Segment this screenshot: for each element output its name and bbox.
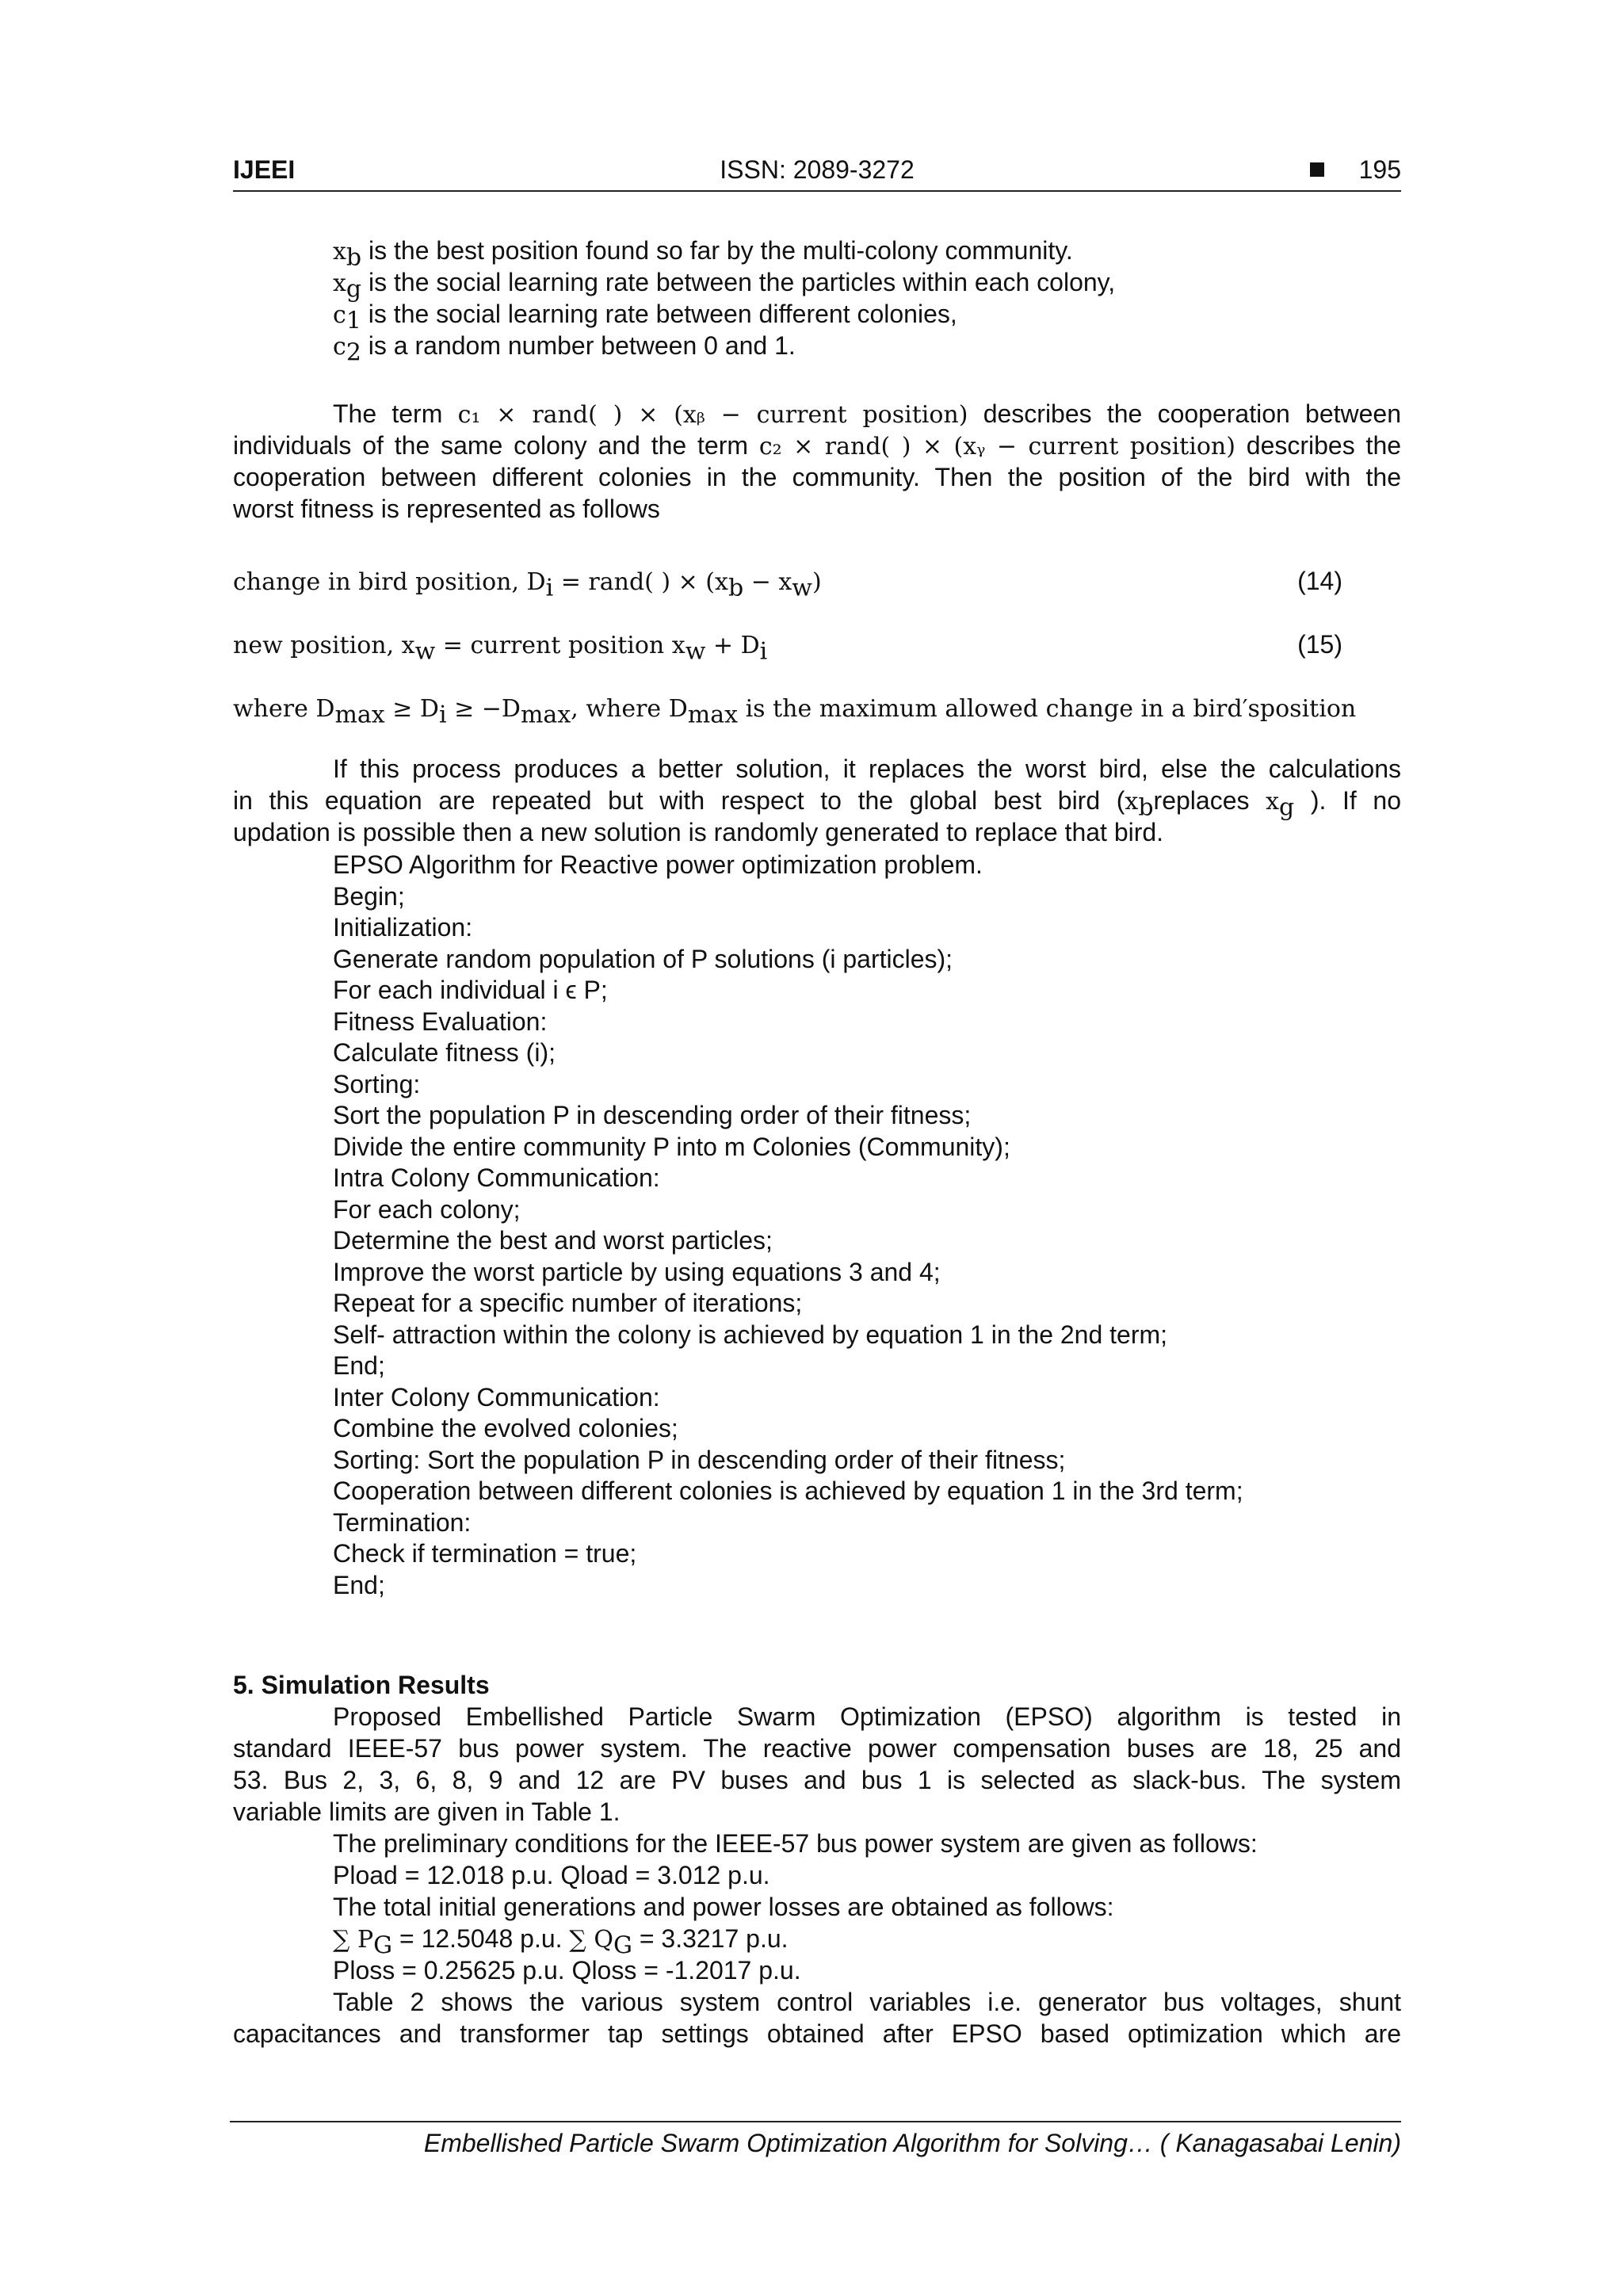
algorithm-step: Sort the population P in descending order of their fitness; — [333, 1101, 972, 1129]
math-term: c₁ × rand( ) × (xᵦ − current position) — [457, 401, 968, 429]
paragraph-line: Proposed Embellished Particle Swarm Optimization (EPSO) algorithm is tested in — [333, 1702, 1401, 1731]
definition-item: $x_g$ is the social learning rate between the particles within each colony, — [333, 268, 1116, 304]
paragraph-line: updation is possible then a new solution is randomly generated to replace that bird. — [233, 818, 1164, 846]
algorithm-step: Calculate fitness (i); — [333, 1038, 556, 1067]
constraint-line: where $D_{max} \ge D_i \ge -D_{max}$, where $D_{max}$ is the maximum allowed change in a bird′sposition — [233, 695, 1357, 729]
algorithm-step: Inter Colony Communication: — [333, 1382, 660, 1412]
equation-number: (15) — [1297, 630, 1342, 659]
definitions-list — [233, 235, 1401, 367]
algorithm-step: For each individual i ϵ P; — [333, 976, 608, 1004]
equation-number: (14) — [1297, 567, 1342, 595]
algorithm-step: Combine the evolved colonies; — [333, 1414, 678, 1442]
page-header — [233, 155, 1401, 192]
paragraph-line: in this equation are repeated but with respect to the global best bird ($x_breplaces$ $x_g$ ). If no — [233, 786, 1402, 822]
algorithm-listing — [233, 850, 1401, 1601]
algorithm-step: Cooperation between different colonies is achieved by equation 1 in the 3rd term; — [333, 1477, 1243, 1505]
paragraph-line: variable limits are given in Table 1. — [233, 1797, 621, 1826]
paragraph-line: If this process produces a better solution, it replaces the worst bird, else the calculations — [333, 755, 1401, 783]
paragraph-line: 53. Bus 2, 3, 6, 8, 9 and 12 are PV buses and bus 1 is selected as slack-bus. The system — [233, 1766, 1401, 1794]
algorithm-step: Divide the entire community P into m Colonies (Community); — [333, 1132, 1010, 1161]
paragraph-line: ∑ $P_G = 12.5048$ p.u. ∑ $Q_G = 3.3217$ p.u. — [333, 1924, 789, 1960]
paragraph-cooperation — [233, 398, 1401, 525]
page-number: 195 — [1358, 155, 1401, 184]
algorithm-step: Self- attraction within the colony is achieved by equation 1 in the 2nd term; — [333, 1320, 1168, 1349]
algorithm-step: Termination: — [333, 1507, 472, 1537]
algorithm-step: Check if termination = true; — [333, 1539, 637, 1568]
paragraph-line: Pload = 12.018 p.u. Qload = 3.012 p.u. — [333, 1861, 770, 1889]
paragraph-line: Ploss = 0.25625 p.u. Qloss = -1.2017 p.u. — [333, 1956, 801, 1985]
algorithm-step: Intra Colony Communication: — [333, 1163, 660, 1192]
section-heading: 5. Simulation Results — [233, 1671, 490, 1699]
algorithm-step: Sorting: Sort the population P in descending order of their fitness; — [333, 1445, 1066, 1474]
paragraph-line: standard IEEE-57 bus power system. The reactive power compensation buses are 18, 25 and — [233, 1734, 1401, 1763]
paragraph-line: individuals of the same colony and the term c₂ × rand( ) × (xᵧ − current position) describes the — [233, 431, 1402, 460]
footer-rule — [230, 2121, 1401, 2122]
math-term: c₂ × rand( ) × (xᵧ − current position) — [758, 433, 1235, 460]
square-bullet-icon — [1310, 162, 1324, 177]
paragraph-replacement — [233, 753, 1401, 848]
algorithm-step: For each colony; — [333, 1194, 521, 1224]
section-simulation-results — [233, 1669, 1401, 2050]
algorithm-step: Repeat for a specific number of iterations; — [333, 1289, 803, 1317]
definition-item: $x_b$ is the best position found so far by the multi-colony community. — [333, 236, 1073, 272]
paragraph-line: capacitances and transformer tap settings obtained after EPSO based optimization which are — [233, 2019, 1401, 2048]
running-footer: Embellished Particle Swarm Optimization Algorithm for Solving… ( Kanagasabai Lenin) — [423, 2129, 1401, 2157]
algorithm-step: Fitness Evaluation: — [333, 1007, 548, 1036]
paragraph-line: worst fitness is represented as follows — [233, 495, 660, 523]
algorithm-step: End; — [333, 1351, 385, 1380]
algorithm-step: Improve the worst particle by using equations 3 and 4; — [333, 1257, 941, 1286]
paragraph-line: The term c₁ × rand( ) × (xᵦ − current position) describes the cooperation between — [333, 399, 1402, 429]
equation-14: change in bird position, $D_i$ = rand( ) × $(x_b - x_w)$ (14) — [233, 563, 1342, 599]
algorithm-step: EPSO Algorithm for Reactive power optimization problem. — [333, 850, 983, 879]
algorithm-step: Determine the best and worst particles; — [333, 1226, 773, 1255]
page-number-group — [1310, 155, 1401, 185]
algorithm-step: Begin; — [333, 881, 405, 911]
algorithm-step: Generate random population of P solutions (i particles); — [333, 944, 953, 973]
algorithm-step: End; — [333, 1570, 385, 1599]
paragraph-line: The total initial generations and power losses are obtained as follows: — [333, 1893, 1114, 1921]
paragraph-line: The preliminary conditions for the IEEE-57 bus power system are given as follows: — [333, 1829, 1258, 1858]
algorithm-step: Sorting: — [333, 1069, 421, 1098]
paragraph-line: cooperation between different colonies in the community. Then the position of the bird with the — [233, 463, 1401, 491]
definition-item: $c_2$ is a random number between 0 and 1. — [333, 331, 796, 367]
algorithm-step: Initialization: — [333, 913, 473, 942]
definition-item: $c_1$ is the social learning rate between different colonies, — [333, 300, 957, 335]
equation-15: new position, $x_w$ = current position $x_w + D_i$ (15) — [233, 626, 1342, 663]
issn: ISSN: 2089-3272 — [720, 155, 915, 184]
journal-name: IJEEI — [233, 155, 296, 184]
paragraph-line: Table 2 shows the various system control variables i.e. generator bus voltages, shunt — [333, 1988, 1401, 2016]
